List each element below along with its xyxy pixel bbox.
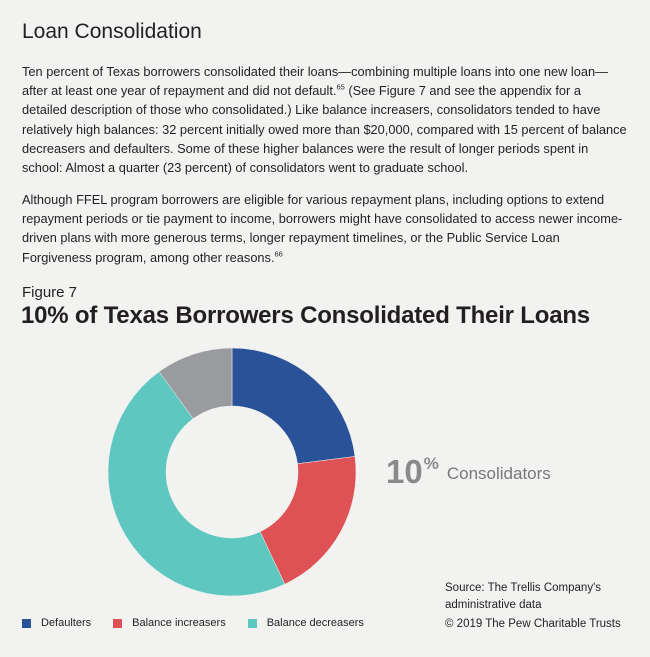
- paragraph-2-text-a: Although FFEL program borrowers are eligible for various repayment plans, including options to extend repayment periods or tie payment to income, borrowers might have consolidated to access newer income-driven plans with more generous terms, longer repayment timelines, or the Public Service Loan Forgiveness program, among other reasons.: [22, 192, 623, 265]
- legend-swatch-balance-increasers: [113, 619, 122, 628]
- body-paragraph-1: [22, 62, 628, 177]
- donut-slice-defaulters: [232, 348, 355, 464]
- source-line-2: administrative data: [445, 599, 542, 611]
- legend-label-balance-increasers: Balance increasers: [132, 617, 226, 629]
- paragraph-1-text-a: Ten percent of Texas borrowers consolidated their loans—combining multiple loans into one new loan—after at least one year of repayment and did not default.: [22, 64, 608, 99]
- section-title: Loan Consolidation: [22, 20, 202, 43]
- legend-item-balance-increasers: [113, 617, 226, 629]
- body-paragraph-2: [22, 190, 628, 267]
- source-line-1: Source: The Trellis Company's: [445, 582, 602, 594]
- legend-label-defaulters: Defaulters: [41, 617, 92, 629]
- callout-number: 10: [386, 453, 423, 490]
- copyright: © 2019 The Pew Charitable Trusts: [445, 618, 621, 630]
- source-note: [445, 580, 601, 614]
- footnote-ref-66[interactable]: 66: [274, 249, 283, 259]
- chart-legend: [22, 617, 386, 629]
- legend-item-defaulters: [22, 617, 91, 629]
- paragraph-1-text-b: (See Figure 7 and see the appendix for a detailed description of those who consolidated.) Like balance increasers, consolidators tended to have relatively high balances: 32 percent initially owed more than $20,000, compared with 15 percent of balance decreasers and defaulters. Some of these higher balances were the result of longer periods spent in school: Almost a quarter (23 percent) of consolidators went to graduate school.: [22, 83, 627, 176]
- legend-label-balance-decreasers: Balance decreasers: [266, 617, 364, 629]
- figure-title: 10% of Texas Borrowers Consolidated Their Loans: [21, 302, 590, 329]
- legend-swatch-defaulters: [22, 619, 31, 628]
- figure-label: Figure 7: [22, 284, 78, 301]
- footnote-ref-65[interactable]: 65: [336, 82, 345, 92]
- callout-percent-sign: %: [423, 454, 439, 473]
- consolidators-callout: [386, 452, 551, 496]
- legend-swatch-balance-decreasers: [248, 619, 257, 628]
- callout-label: Consolidators: [446, 464, 551, 483]
- legend-item-balance-decreasers: [248, 617, 364, 629]
- donut-chart: [106, 346, 358, 598]
